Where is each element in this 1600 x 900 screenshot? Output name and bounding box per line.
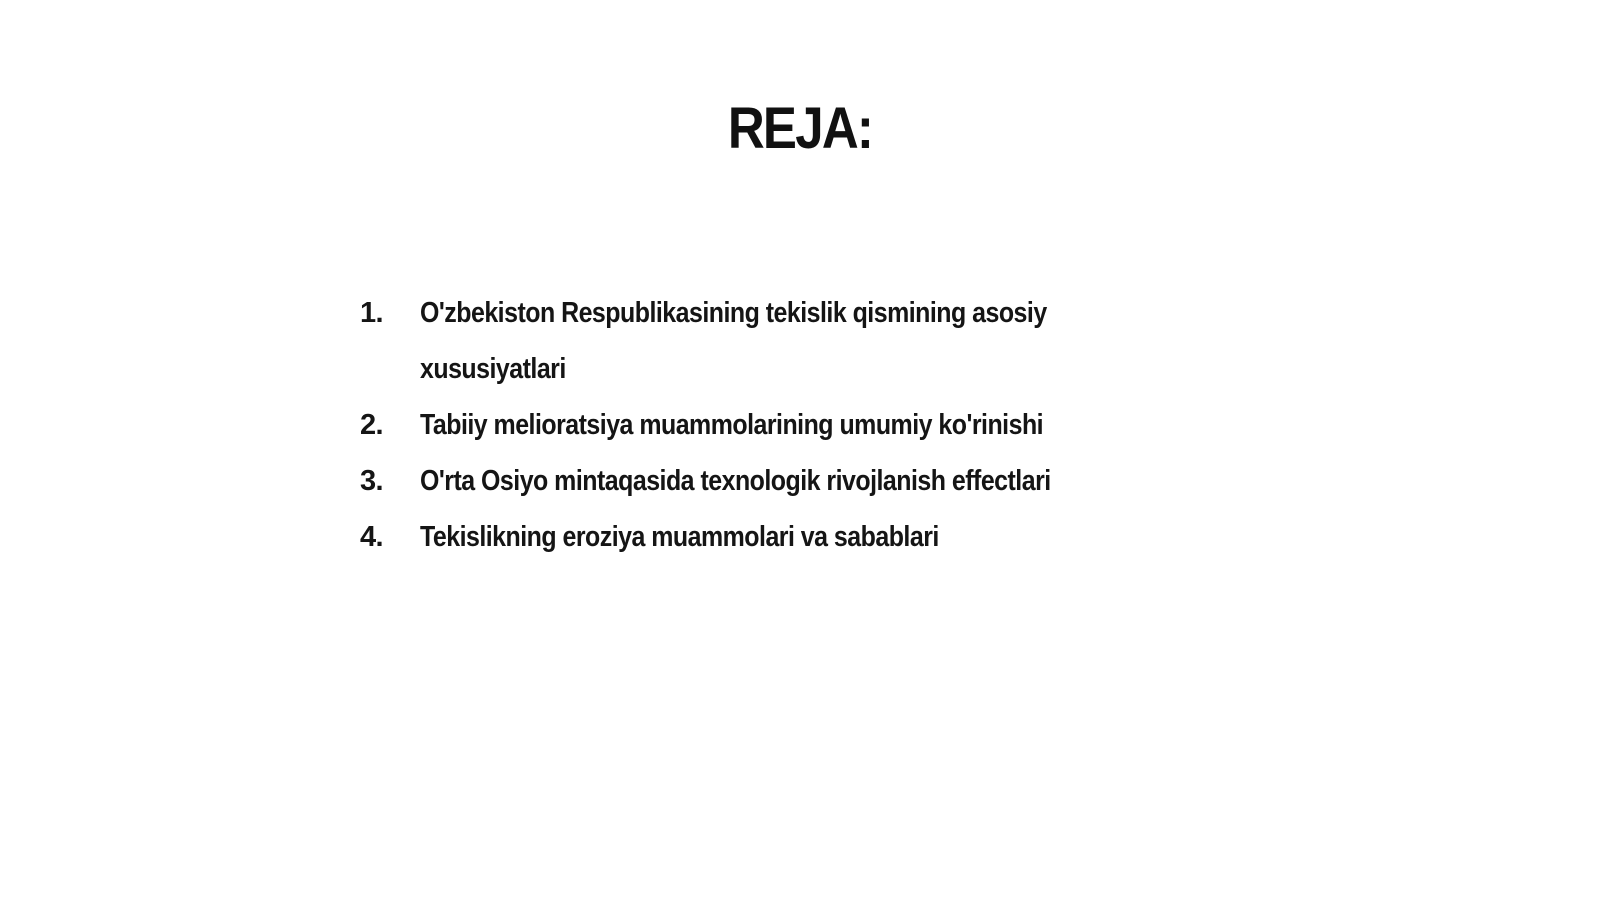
plan-item-number: 1.: [360, 297, 383, 329]
plan-item-3: [360, 453, 1240, 509]
plan-item-number: 3.: [360, 465, 383, 497]
plan-item-text: O'zbekiston Respublikasining tekislik qismining asosiy xususiyatlari: [420, 297, 1047, 385]
plan-list: [360, 285, 1240, 565]
slide-title: REJA:: [727, 96, 873, 161]
plan-item-1: [360, 285, 1240, 397]
plan-item-4: [360, 509, 1240, 565]
plan-item-2: [360, 397, 1240, 453]
plan-item-number: 4.: [360, 521, 383, 553]
plan-item-text: Tabiiy melioratsiya muammolarining umumiy ko'rinishi: [420, 409, 1044, 441]
plan-item-text: Tekislikning eroziya muammolari va sabablari: [420, 521, 939, 553]
plan-item-text: O'rta Osiyo mintaqasida texnologik rivojlanish effectlari: [420, 465, 1051, 497]
plan-item-number: 2.: [360, 409, 383, 441]
